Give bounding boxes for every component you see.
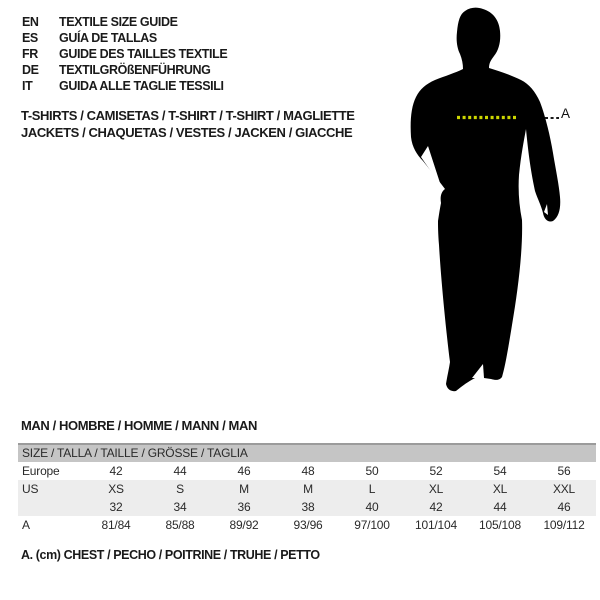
size-cell: 56 (557, 464, 571, 478)
size-cell: 46 (237, 464, 251, 478)
size-cell: XL (428, 482, 444, 496)
table-row (18, 516, 596, 534)
size-cell: 32 (109, 500, 123, 514)
size-cell: 101/104 (415, 518, 457, 532)
size-cell: 109/112 (543, 518, 585, 532)
size-cell: 52 (429, 464, 443, 478)
size-cell: L (368, 482, 376, 496)
row-label: US (22, 482, 39, 496)
size-cell: 42 (109, 464, 123, 478)
size-cell: 44 (493, 500, 507, 514)
table-row (18, 462, 596, 480)
measure-label-a: A (561, 106, 571, 121)
language-label: TEXTILE SIZE GUIDE (59, 15, 178, 29)
size-cell: 48 (301, 464, 315, 478)
size-cell: 44 (173, 464, 187, 478)
language-list (22, 14, 227, 94)
language-code: DE (22, 63, 39, 77)
size-table-header: SIZE / TALLA / TAILLE / GRÖSSE / TAGLIA (18, 443, 596, 462)
size-cell: 85/88 (165, 518, 195, 532)
language-label: GUÍA DE TALLAS (59, 31, 157, 45)
table-row (18, 498, 596, 516)
size-cell: 36 (237, 500, 251, 514)
footnote-chest: A. (cm) CHEST / PECHO / POITRINE / TRUHE / PETTO (21, 548, 320, 562)
size-cell: 81/84 (101, 518, 131, 532)
section-title-man: MAN / HOMBRE / HOMME / MANN / MAN (21, 418, 257, 433)
size-cell: 42 (429, 500, 443, 514)
language-label: TEXTILGRÖßENFÜHRUNG (59, 63, 211, 77)
size-cell: XL (492, 482, 508, 496)
size-cell: 34 (173, 500, 187, 514)
category-line-jackets: JACKETS / CHAQUETAS / VESTES / JACKEN / GIACCHE (21, 125, 353, 140)
size-cell: 54 (493, 464, 507, 478)
row-label (18, 498, 84, 516)
size-cell: 89/92 (229, 518, 259, 532)
man-figure (395, 5, 590, 395)
table-row (18, 480, 596, 498)
size-cell: 50 (365, 464, 379, 478)
size-cell: M (303, 482, 313, 496)
language-row (22, 30, 227, 46)
language-row (22, 78, 227, 94)
language-label: GUIDE DES TAILLES TEXTILE (59, 47, 228, 61)
language-row (22, 46, 227, 62)
category-line-tshirts: T-SHIRTS / CAMISETAS / T-SHIRT / T-SHIRT / MAGLIETTE (21, 108, 355, 123)
language-row (22, 14, 227, 30)
man-silhouette (411, 8, 561, 392)
man-silhouette-svg (395, 5, 590, 395)
language-row (22, 62, 227, 78)
language-code: EN (22, 15, 39, 29)
size-cell: M (239, 482, 249, 496)
size-table (18, 443, 596, 534)
size-cell: 40 (365, 500, 379, 514)
language-code: FR (22, 47, 38, 61)
size-cell: S (176, 482, 184, 496)
size-cell: 46 (557, 500, 571, 514)
row-label: A (22, 518, 30, 532)
size-cell: 105/108 (479, 518, 521, 532)
size-cell: 38 (301, 500, 315, 514)
size-table-body (18, 462, 596, 534)
language-code: IT (22, 79, 33, 93)
size-cell: 93/96 (293, 518, 323, 532)
row-label: Europe (22, 464, 60, 478)
category-block (21, 107, 355, 141)
size-cell: 97/100 (354, 518, 390, 532)
size-cell: XXL (552, 482, 576, 496)
size-cell: XS (108, 482, 124, 496)
language-code: ES (22, 31, 38, 45)
language-label: GUIDA ALLE TAGLIE TESSILI (59, 79, 224, 93)
